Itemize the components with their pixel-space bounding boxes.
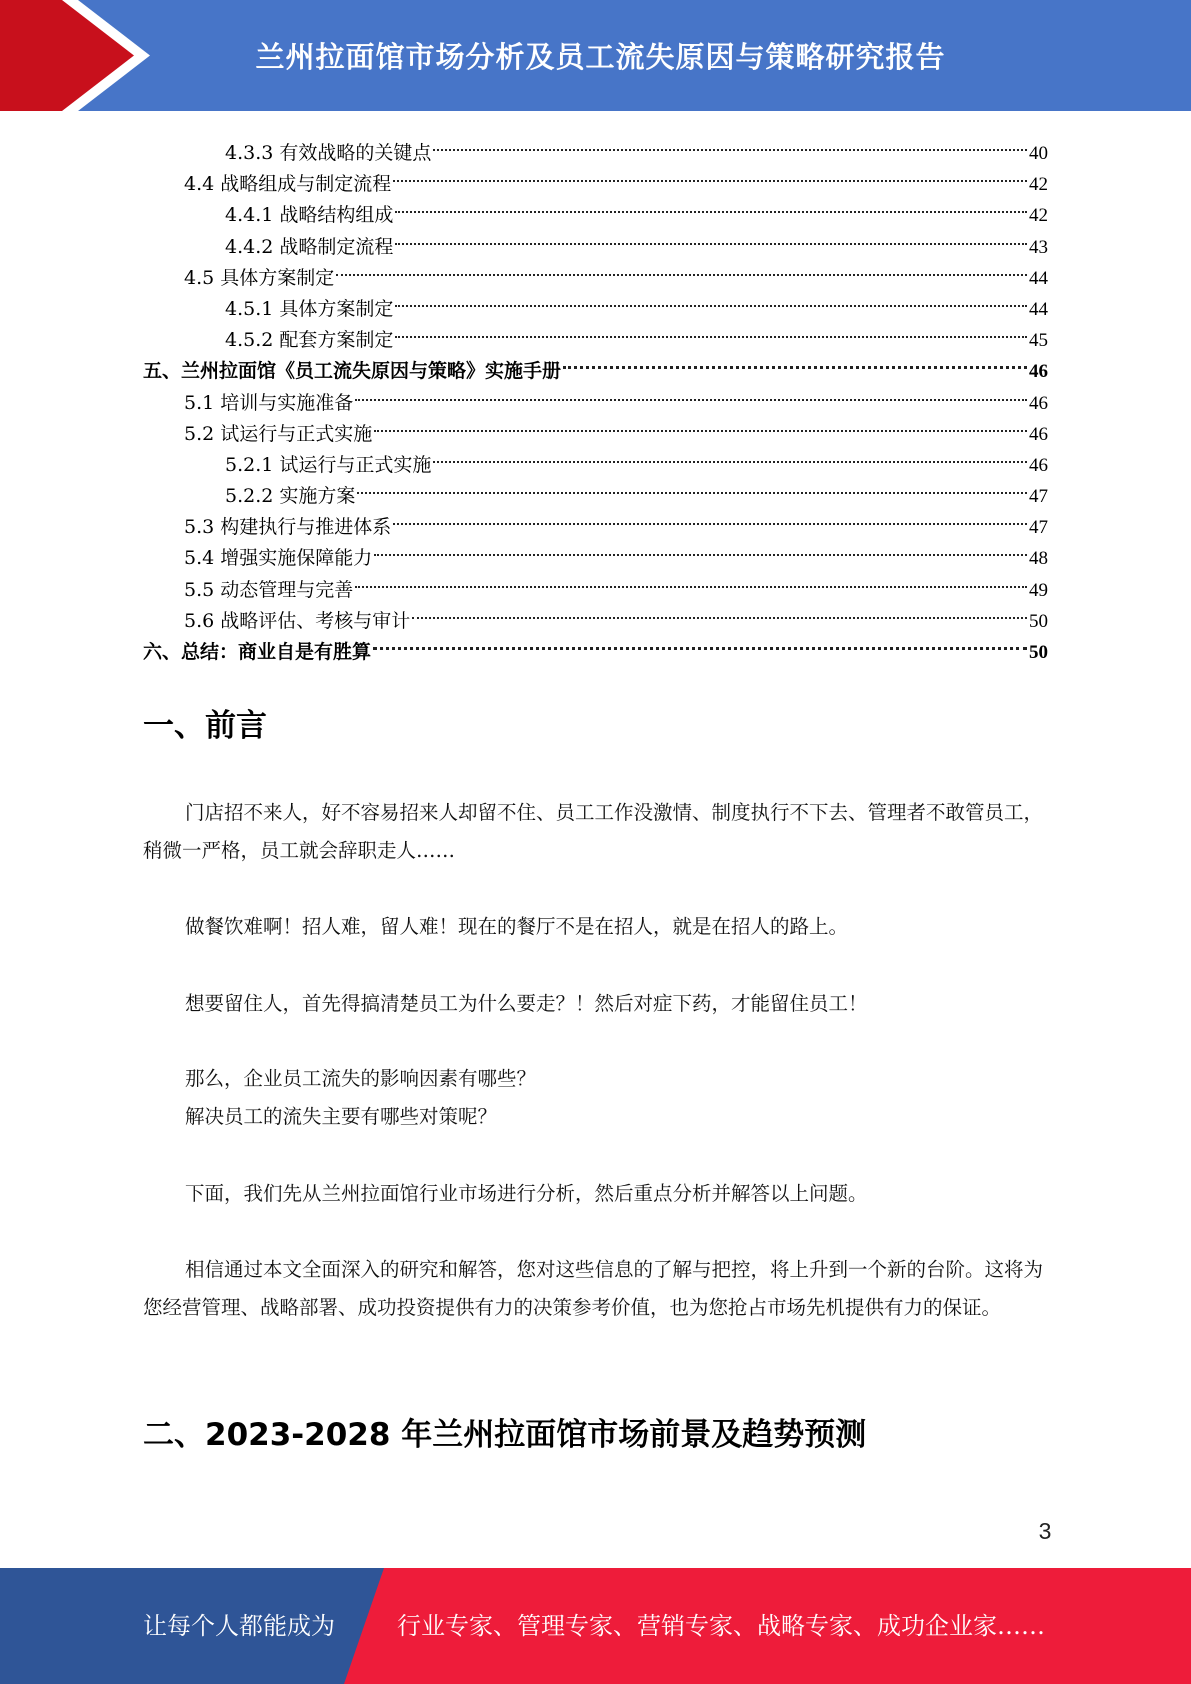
toc-entry-page: 50: [1029, 610, 1048, 632]
toc-entry-title: 4.4.1 战略结构组成: [225, 204, 394, 227]
toc-dot-leader: [433, 128, 1027, 159]
toc-entry-title: 4.3.3 有效战略的关键点: [225, 142, 432, 164]
toc-entry-title: 4.4 战略组成与制定流程: [184, 173, 392, 196]
toc-dot-leader: [373, 627, 1027, 658]
footer-slogan-right: 行业专家、管理专家、营销专家、战略专家、成功企业家……: [397, 1612, 1045, 1640]
toc-entry-title: 六、总结：商业自是有胜算: [143, 641, 372, 663]
toc-entry-page: 44: [1029, 298, 1048, 320]
page-header: [0, 0, 1191, 111]
toc-dot-leader: [393, 502, 1027, 533]
toc-entry-title: 4.5.2 配套方案制定: [225, 329, 394, 352]
toc-entry-title: 5.6 战略评估、考核与审计: [184, 609, 411, 632]
toc-dot-leader: [563, 346, 1027, 377]
toc-entry-page: 42: [1029, 174, 1048, 196]
page-footer: [0, 1568, 1191, 1684]
toc-dot-leader: [395, 284, 1027, 315]
toc-entry-page: 47: [1029, 517, 1048, 539]
toc-dot-leader: [374, 409, 1027, 440]
toc-entry-page: 45: [1029, 330, 1048, 352]
paragraph: 解决员工的流失主要有哪些对策呢？: [185, 1105, 498, 1128]
toc-entry-title: 5.2.2 实施方案: [225, 485, 356, 508]
toc-entry-page: 44: [1029, 267, 1048, 289]
toc-dot-leader: [336, 253, 1027, 284]
toc-entry-page: 46: [1029, 392, 1048, 414]
toc-entry[interactable]: [143, 128, 1048, 164]
toc-entry-title: 4.5 具体方案制定: [184, 266, 335, 289]
toc-dot-leader: [412, 596, 1027, 627]
toc-dot-leader: [433, 440, 1027, 471]
page-number: 3: [1038, 1518, 1052, 1544]
paragraph: 相信通过本文全面深入的研究和解答，您对这些信息的了解与把控，将上升到一个新的台阶。这将为您经营管理、战略部署、成功投资提供有力的决策参考价值，也为您抢占市场先机提供有力的保证。: [143, 1258, 1044, 1319]
table-of-contents: [143, 128, 1048, 663]
toc-entry-page: 48: [1029, 548, 1048, 570]
toc-entry-page: 46: [1029, 423, 1048, 445]
toc-entry-title: 5.2.1 试运行与正式实施: [225, 453, 432, 476]
paragraph: 想要留住人，首先得搞清楚员工为什么要走？！然后对症下药，才能留住员工！: [185, 992, 868, 1015]
toc-dot-leader: [355, 565, 1027, 596]
footer-slogan-left: 让每个人都能成为: [143, 1612, 335, 1640]
toc-dot-leader: [357, 471, 1027, 502]
toc-dot-leader: [395, 222, 1027, 253]
header-title: [0, 0, 1191, 111]
toc-dot-leader: [395, 190, 1027, 221]
toc-entry-page: 46: [1029, 361, 1048, 383]
toc-entry-title: 4.5.1 具体方案制定: [225, 297, 394, 320]
toc-entry-page: 40: [1029, 143, 1048, 164]
toc-dot-leader: [355, 378, 1027, 409]
paragraph: 门店招不来人，好不容易招来人却留不住、员工工作没激情、制度执行不下去、管理者不敢管员工，稍微一严格，员工就会辞职走人……: [143, 801, 1044, 862]
toc-dot-leader: [393, 159, 1027, 190]
toc-entry-title: 5.5 动态管理与完善: [184, 578, 354, 601]
toc-entry-title: 4.4.2 战略制定流程: [225, 235, 394, 258]
toc-entry-page: 42: [1029, 205, 1048, 227]
header-title-text: 兰州拉面馆市场分析及员工流失原因与策略研究报告: [255, 40, 946, 74]
toc-dot-leader: [395, 315, 1027, 346]
toc-entry-page: 47: [1029, 486, 1048, 508]
toc-entry-page: 49: [1029, 579, 1048, 601]
toc-entry-title: 五、兰州拉面馆《员工流失原因与策略》实施手册: [143, 360, 562, 383]
paragraph: 下面，我们先从兰州拉面馆行业市场进行分析，然后重点分析并解答以上问题。: [185, 1182, 868, 1205]
section-heading-preface: 一、前言: [143, 708, 267, 744]
paragraph: 做餐饮难啊！招人难，留人难！现在的餐厅不是在招人，就是在招人的路上。: [185, 915, 849, 938]
toc-entry-title: 5.4 增强实施保障能力: [184, 547, 373, 570]
section-heading-market-forecast: 二、2023-2028 年兰州拉面馆市场前景及趋势预测: [143, 1417, 867, 1453]
paragraph: 那么，企业员工流失的影响因素有哪些？: [185, 1067, 537, 1090]
toc-entry-page: 43: [1029, 236, 1048, 258]
toc-entry-page: 50: [1029, 642, 1048, 663]
toc-entry-title: 5.3 构建执行与推进体系: [184, 516, 392, 539]
toc-dot-leader: [374, 533, 1027, 564]
toc-entry-title: 5.1 培训与实施准备: [184, 391, 354, 414]
toc-entry-title: 5.2 试运行与正式实施: [184, 422, 373, 445]
toc-entry-page: 46: [1029, 454, 1048, 476]
